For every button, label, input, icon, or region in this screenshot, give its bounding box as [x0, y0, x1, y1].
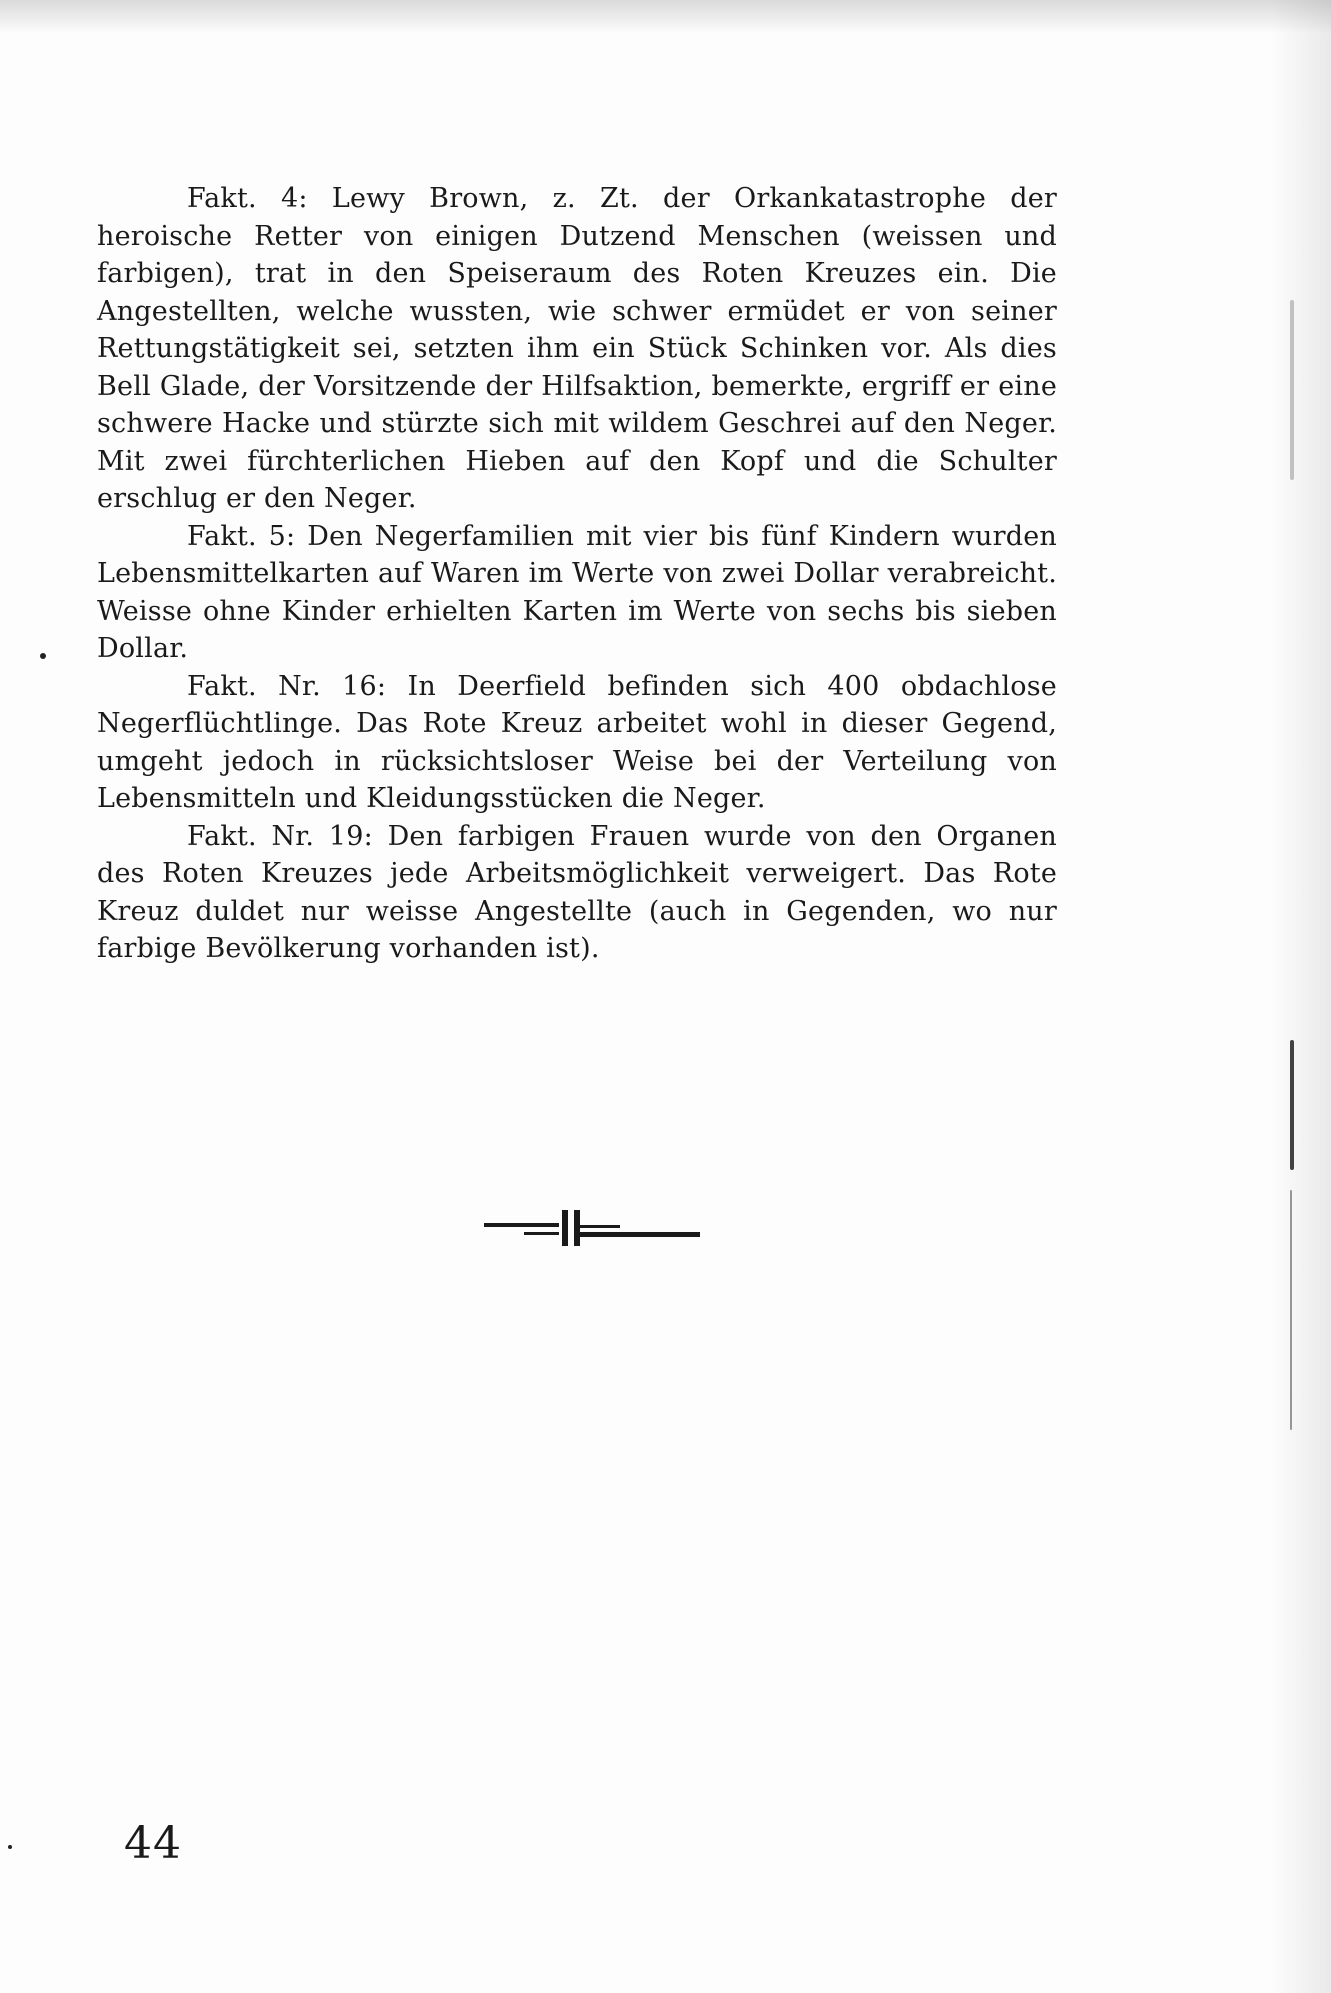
fact-text: Den farbigen Frauen wurde von den Organen des Roten Kreuzes jede Arbeitsmöglichkeit verweigert. Das Rote Kreuz duldet nur weisse Angestellte (auch in Gegenden, wo nur farbige Bevölkerung vorhanden ist). [97, 820, 1057, 964]
paragraph-fakt-5 [97, 518, 1057, 668]
fact-text: In Deerfield befinden sich 400 obdachlose Negerflüchtlinge. Das Rote Kreuz arbeitet wohl in dieser Gegend, umgeht jedoch in rücksichtsloser Weise bei der Verteilung von Lebensmitteln und Kleidungsstücken die Neger. [97, 670, 1057, 814]
paragraph-fakt-16 [97, 668, 1057, 818]
page-right-edge-shadow [1271, 0, 1331, 1993]
fact-label: Fakt. Nr. 16: [187, 670, 387, 702]
speck-mark [8, 1845, 12, 1849]
page-number: 44 [124, 1818, 182, 1869]
binding-edge-mark [1290, 1190, 1292, 1430]
page-top-edge-shadow [0, 0, 1331, 34]
binding-edge-mark [1290, 1040, 1294, 1170]
binding-edge-mark [1290, 300, 1294, 480]
fact-text: Den Negerfamilien mit vier bis fünf Kindern wurden Lebensmittelkarten auf Waren im Werte von zwei Dollar verabreicht. Weisse ohne Kinder erhielten Karten im Werte von sechs bis sieben Dollar. [97, 520, 1057, 664]
fact-text: Lewy Brown, z. Zt. der Orkankatastrophe der heroische Retter von einigen Dutzend Menschen (weissen und farbigen), trat in den Speiseraum des Roten Kreuzes ein. Die Angestellten, welche wussten, wie schwer ermüdet er von seiner Rettungstätigkeit sei, setzten ihm ein Stück Schinken vor. Als dies Bell Glade, der Vorsitzende der Hilfsaktion, bemerkte, ergriff er eine schwere Hacke und stürzte sich mit wildem Geschrei auf den Neger. Mit zwei fürchterlichen Hieben auf den Kopf und die Schulter erschlug er den Neger. [97, 183, 1057, 514]
speck-mark [40, 653, 46, 659]
paragraph-fakt-19 [97, 818, 1057, 968]
fact-label: Fakt. Nr. 19: [187, 820, 373, 852]
fact-label: Fakt. 5: [187, 520, 296, 552]
fact-label: Fakt. 4: [187, 183, 308, 214]
body-text [97, 180, 1057, 968]
paragraph-fakt-4 [97, 180, 1057, 518]
section-divider-ornament [484, 1208, 704, 1248]
